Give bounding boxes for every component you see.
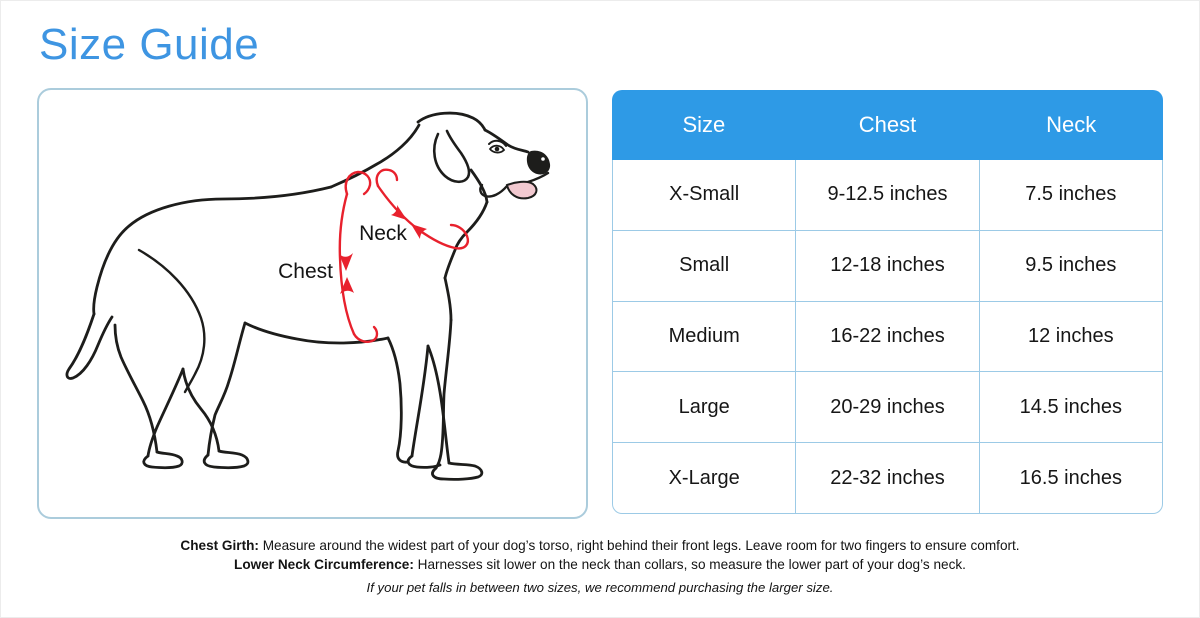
cell-neck: 14.5 inches [1019, 395, 1122, 418]
cell-size: Medium [613, 302, 796, 372]
chest-label: Chest [278, 260, 333, 283]
table-row [613, 160, 1162, 231]
header-cell-neck: Neck [1046, 112, 1097, 137]
neck-label: Neck [359, 222, 407, 245]
size-table [612, 90, 1163, 514]
table-row [613, 302, 1162, 373]
neck-circumference-note-label: Lower Neck Circumference: [234, 557, 414, 572]
page-title: Size Guide [39, 20, 260, 69]
dog-diagram-box [37, 88, 588, 519]
size-recommendation-note: If your pet falls in between two sizes, we recommend purchasing the larger size. [366, 580, 834, 595]
dog-tail [67, 314, 112, 378]
cell-neck: 9.5 inches [1025, 254, 1117, 277]
cell-chest: 20-29 inches [796, 372, 979, 442]
dog-ear [434, 131, 469, 182]
chest-girth-note-text: Measure around the widest part of your dog’s torso, right behind their front legs. Leave room for two fingers to ensure comfort. [262, 538, 1020, 553]
chest-girth-note [0, 536, 1200, 555]
cell-chest: 12-18 inches [796, 231, 979, 301]
dog-nose [527, 151, 550, 175]
table-header-row [612, 90, 1163, 160]
cell-neck: 7.5 inches [1025, 183, 1117, 206]
chest-girth-note-label: Chest Girth: [180, 538, 259, 553]
cell-neck: 12 inches [1028, 324, 1114, 347]
dog-eye [490, 146, 504, 153]
neck-circumference-note-text: Harnesses sit lower on the neck than collars, so measure the lower part of your dog’s neck. [417, 557, 966, 572]
table-row [613, 231, 1162, 302]
header-cell-size: Size [682, 112, 726, 137]
dog-tongue [507, 182, 536, 199]
table-body [612, 160, 1163, 514]
table-row [613, 443, 1162, 513]
dog-illustration [37, 88, 588, 519]
nose-highlight [541, 157, 545, 161]
cell-neck: 16.5 inches [1019, 466, 1122, 489]
neck-circumference-note [0, 555, 1200, 574]
measurement-notes [0, 536, 1200, 574]
dog-outline [67, 113, 548, 479]
cell-chest: 22-32 inches [796, 443, 979, 513]
table-row [613, 372, 1162, 443]
cell-size: Large [613, 372, 796, 442]
cell-size: Small [613, 231, 796, 301]
header-cell-chest: Chest [858, 112, 917, 137]
cell-size: X-Large [613, 443, 796, 513]
cell-size: X-Small [613, 160, 796, 230]
cell-chest: 16-22 inches [796, 302, 979, 372]
cell-chest: 9-12.5 inches [796, 160, 979, 230]
